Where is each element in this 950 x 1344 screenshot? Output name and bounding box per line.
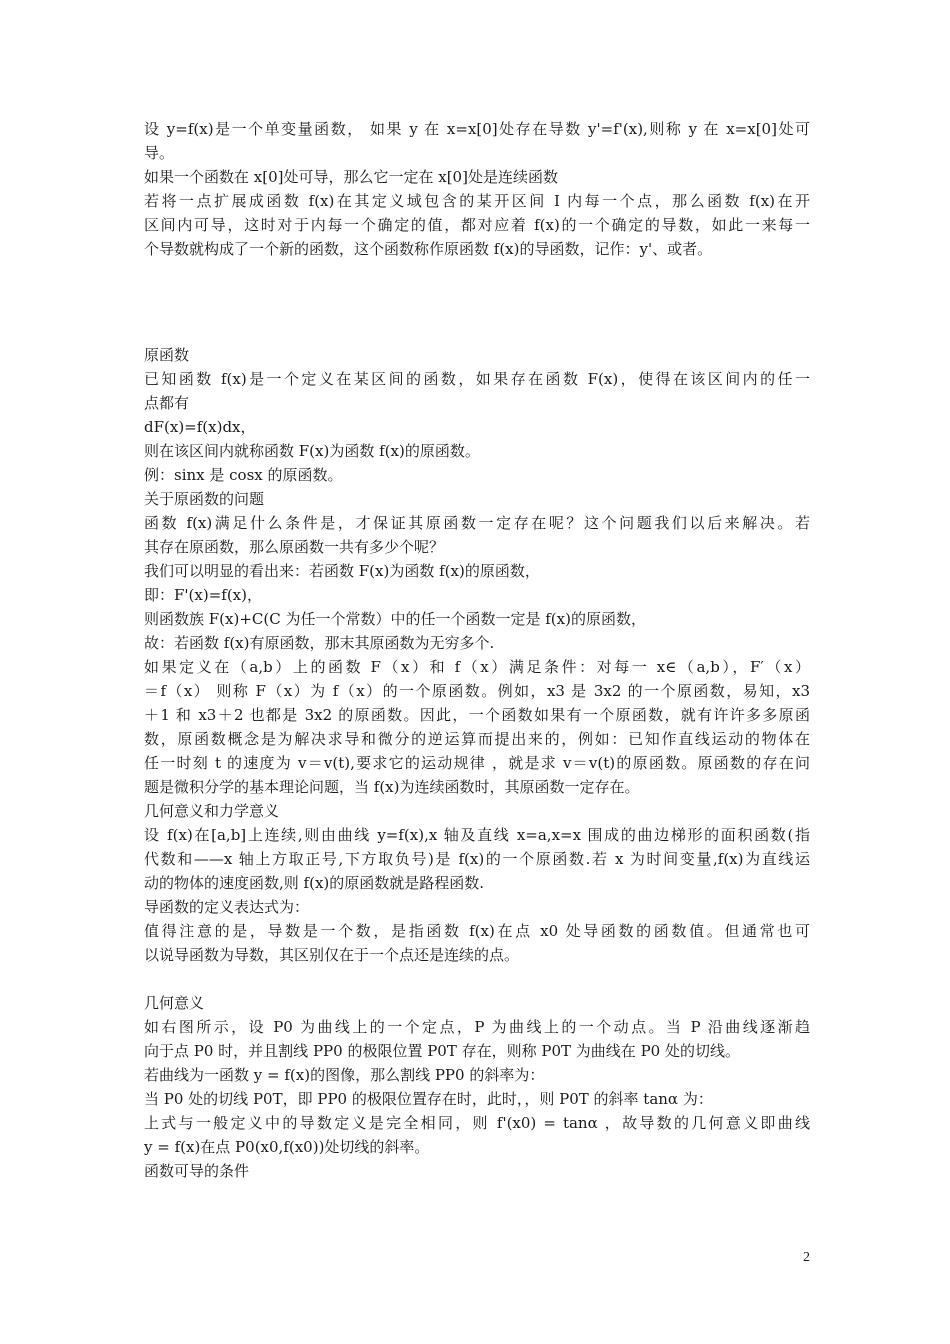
- paragraph-line: 当 P0 处的切线 P0T，即 PP0 的极限位置存在时，此时，，则 P0T 的斜率 tanα 为：: [144, 1090, 713, 1108]
- paragraph-line: y = f(x)在点 P0(x0,f(x0))处切线的斜率。: [144, 1138, 430, 1156]
- paragraph-line: 我们可以明显的看出来：若函数 F(x)为函数 f(x)的原函数，: [144, 562, 540, 580]
- paragraph-line: 若将一点扩展成函数 f(x)在其定义域包含的某开区间 I 内每一个点，那么函数 f(x)在开: [144, 192, 810, 210]
- paragraph-line: ＝f（x） 则称 F（x）为 f（x）的一个原函数。例如，x3 是 3x2 的一个原函数，易知，x3: [144, 682, 810, 700]
- paragraph-line: 导。: [144, 144, 175, 162]
- paragraph-line: 故：若函数 f(x)有原函数，那末其原函数为无穷多个.: [144, 634, 495, 652]
- paragraph-line: 设 f(x)在[a,b]上连续,则由曲线 y=f(x),x 轴及直线 x=a,x=x 围成的曲边梯形的面积函数(指: [144, 826, 810, 844]
- paragraph-line: 函数 f(x)满足什么条件是，才保证其原函数一定存在呢？这个问题我们以后来解决。若: [144, 514, 810, 532]
- document-body: [144, 117, 810, 1183]
- paragraph-line: 如右图所示，设 P0 为曲线上的一个定点，P 为曲线上的一个动点。当 P 沿曲线逐渐趋: [144, 1018, 810, 1036]
- paragraph-line: 值得注意的是，导数是一个数，是指函数 f(x)在点 x0 处导函数的函数值。但通常也可: [144, 922, 810, 940]
- paragraph-line: 区间内可导，这时对于内每一个确定的值，都对应着 f(x)的一个确定的导数，如此一来每一: [144, 216, 810, 234]
- lone-glyph: [144, 285, 810, 309]
- paragraph-line: 动的物体的速度函数,则 f(x)的原函数就是路程函数.: [144, 874, 485, 892]
- paragraph-line: 则函数族 F(x)+C(C 为任一个常数）中的任一个函数一定是 f(x)的原函数，: [144, 610, 646, 628]
- paragraph-line: 点都有: [144, 394, 190, 412]
- paragraph-line: 即：F'(x)=f(x)，: [144, 586, 262, 604]
- blank-line: [144, 309, 810, 343]
- paragraph-line: 个导数就构成了一个新的函数，这个函数称作原函数 f(x)的导函数，记作：y'、或者。: [144, 240, 713, 258]
- paragraph-line: 导函数的定义表达式为：: [144, 898, 310, 916]
- paragraph-line: 其存在原函数，那么原函数一共有多少个呢？: [144, 538, 445, 556]
- paragraph-line: 如果一个函数在 x[0]处可导，那么它一定在 x[0]处是连续函数: [144, 168, 558, 186]
- paragraph-line: 上式与一般定义中的导数定义是完全相同，则 f'(x0) = tanα ，故导数的几何意义即曲线: [144, 1114, 810, 1132]
- paragraph-line: 若曲线为一函数 y = f(x)的图像，那么割线 PP0 的斜率为：: [144, 1066, 545, 1084]
- section-heading: 原函数: [144, 346, 190, 364]
- paragraph-line: dF(x)=f(x)dx，: [144, 418, 256, 436]
- paragraph-line: 任一时刻 t 的速度为 v＝v(t),要求它的运动规律 ，就是求 v＝v(t)的原函数。原函数的存在问: [144, 754, 810, 772]
- paragraph-line: ＋1 和 x3＋2 也都是 3x2 的原函数。因此，一个函数如果有一个原函数，就有许许多多原函: [144, 706, 810, 724]
- paragraph-line: 已知函数 f(x)是一个定义在某区间的函数，如果存在函数 F(x)，使得在该区间内的任一: [144, 370, 810, 388]
- paragraph-line: 以说导函数为导数，其区别仅在于一个点还是连续的点。: [144, 946, 520, 964]
- paragraph-line: 题是微积分学的基本理论问题，当 f(x)为连续函数时，其原函数一定存在。: [144, 778, 640, 796]
- paragraph-line: 代数和——x 轴上方取正号,下方取负号)是 f(x)的一个原函数.若 x 为时间变量,f(x)为直线运: [144, 850, 810, 868]
- blank-line: [144, 261, 810, 285]
- section-heading: 几何意义: [144, 994, 205, 1012]
- paragraph-line: 如果定义在（a,b）上的函数 F（x）和 f（x）满足条件：对每一 x∈（a,b），F′（x）: [144, 658, 810, 676]
- section-heading: 函数可导的条件: [144, 1162, 250, 1180]
- paragraph-line: [144, 967, 810, 991]
- paragraph-line: 设 y=f(x)是一个单变量函数， 如果 y 在 x=x[0]处存在导数 y'=f'(x),则称 y 在 x=x[0]处可: [144, 120, 810, 138]
- page-number: 2: [803, 1250, 810, 1265]
- paragraph-line: 例：sinx 是 cosx 的原函数。: [144, 466, 343, 484]
- paragraph-line: 则在该区间内就称函数 F(x)为函数 f(x)的原函数。: [144, 442, 480, 460]
- paragraph-line: 向于点 P0 时，并且割线 PP0 的极限位置 P0T 存在，则称 P0T 为曲线在 P0 处的切线。: [144, 1042, 740, 1060]
- paragraph-line: 关于原函数的问题: [144, 490, 265, 508]
- section-heading: 几何意义和力学意义: [144, 802, 280, 820]
- paragraph-line: 数，原函数概念是为解决求导和微分的逆运算而提出来的，例如：已知作直线运动的物体在: [144, 730, 810, 748]
